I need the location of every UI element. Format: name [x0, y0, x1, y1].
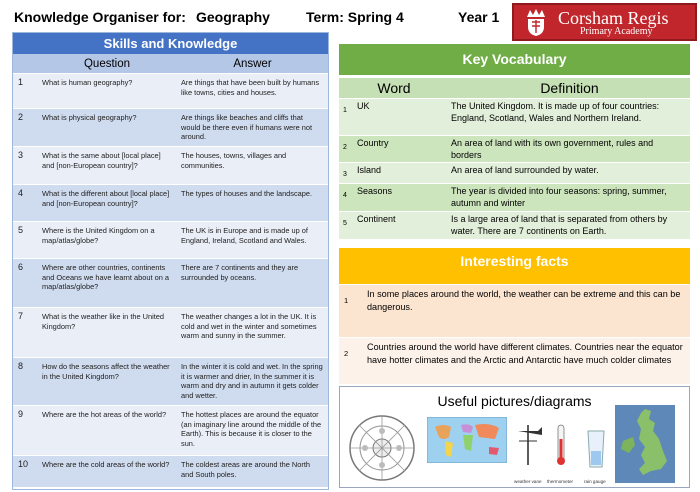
word-cell: Seasons [357, 186, 393, 196]
question-cell: What is the weather like in the United Kingdom? [42, 312, 165, 331]
thermometer-caption: thermometer [547, 479, 574, 484]
answer-cell: Are things that have been built by humans like towns, cities and houses. [181, 78, 320, 97]
facts-title: Interesting facts [339, 248, 690, 284]
num-header [13, 54, 37, 73]
table-row [13, 308, 328, 358]
row-number: 2 [343, 144, 347, 151]
row-number: 4 [18, 188, 24, 198]
question-cell: What is physical geography? [42, 113, 137, 122]
vocab-row [339, 211, 690, 239]
question-cell: Where are the cold areas of the world? [42, 460, 170, 469]
answer-cell: The types of houses and the landscape. [181, 189, 313, 198]
table-row [13, 147, 328, 185]
school-logo [512, 3, 697, 41]
vocab-row [339, 98, 690, 135]
answer-header: Answer [233, 58, 272, 70]
fact-item [339, 338, 690, 384]
seasons-wheel-icon [344, 413, 420, 483]
table-row [13, 406, 328, 456]
row-number: 1 [343, 107, 347, 114]
table-row [13, 456, 328, 488]
uk-map-icon [615, 405, 675, 483]
question-cell: Where are the hot areas of the world? [42, 410, 167, 419]
question-cell: What is the same about [local place] and [non-European country]? [42, 151, 161, 170]
fact-number: 1 [344, 296, 349, 305]
logo-name: Corsham Regis [558, 8, 669, 28]
useful-pictures-panel [339, 386, 690, 488]
row-number: 2 [18, 112, 24, 122]
row-number: 8 [18, 361, 24, 371]
organiser-label: Knowledge Organiser for: [14, 9, 186, 25]
weather-vane-caption: weather vane [514, 479, 542, 484]
fact-text: In some places around the world, the weather can be extreme and this can be dangerous. [367, 289, 681, 312]
subject-title: Geography [196, 9, 270, 25]
question-cell: What is human geography? [42, 78, 133, 87]
weather-instruments-icon [514, 417, 614, 477]
year-label: Year 1 [458, 9, 500, 25]
skills-title: Skills and Knowledge [13, 33, 328, 54]
pictures-title: Useful pictures/diagrams [437, 393, 592, 409]
row-number: 3 [18, 150, 24, 160]
skills-knowledge-table [12, 32, 329, 490]
answer-cell: The UK is in Europe and is made up of England, Ireland, Scotland and Wales. [181, 226, 308, 245]
fact-item [339, 285, 690, 337]
skills-header-row [13, 54, 328, 74]
row-number: 5 [343, 220, 347, 227]
answer-cell: The coldest areas are around the North and South poles. [181, 460, 311, 479]
answer-cell: In the winter it is cold and wet. In the spring it is warmer and drier, In the summer it is warm and dry and in autumn it gets colder and wetter. [181, 362, 323, 400]
vocab-title: Key Vocabulary [339, 44, 690, 75]
answer-cell: The weather changes a lot in the UK. It is cold and wet in the winter and sometimes warm and sunny in the summer. [181, 312, 317, 341]
definition-cell: The year is divided into four seasons: spring, summer, autumn and winter [451, 186, 667, 208]
word-cell: Country [357, 138, 389, 148]
row-number: 9 [18, 409, 24, 419]
table-row [13, 358, 328, 406]
answer-cell: There are 7 continents and they are surrounded by oceans. [181, 263, 299, 282]
table-row [13, 109, 328, 147]
table-row [13, 185, 328, 222]
logo-subtitle: Primary Academy [580, 26, 653, 37]
answer-cell: The houses, towns, villages and communities. [181, 151, 287, 170]
answer-cell: Are things like beaches and cliffs that would be there even if humans were not around. [181, 113, 313, 142]
row-number: 7 [18, 311, 24, 321]
question-cell: How do the seasons affect the weather in the United Kingdom? [42, 362, 170, 381]
question-cell: Where are other countries, continents and Oceans we have learnt about on a map/atlas/globe? [42, 263, 169, 292]
rain-gauge-caption: rain gauge [584, 479, 606, 484]
vocab-table [339, 78, 690, 239]
vocab-header-row [339, 78, 690, 98]
word-header: Word [377, 80, 411, 96]
table-row [13, 259, 328, 308]
row-number: 5 [18, 225, 24, 235]
question-cell: Where is the United Kingdom on a map/atlas/globe? [42, 226, 155, 245]
term-label: Term: Spring 4 [306, 9, 404, 25]
crest-icon [523, 7, 549, 37]
row-number: 4 [343, 192, 347, 199]
world-map-icon [427, 417, 507, 463]
definition-header: Definition [540, 80, 599, 96]
table-row [13, 222, 328, 259]
answer-cell: The hottest places are around the equator (an imaginary line around the middle of the Earth). This is because it is closer to the sun. [181, 410, 322, 448]
word-cell: UK [357, 101, 370, 111]
question-cell: What is the different about [local place] and [non-European country]? [42, 189, 170, 208]
definition-cell: The United Kingdom. It is made up of four countries: England, Scotland, Wales and Northern Ireland. [451, 101, 660, 123]
row-number: 3 [343, 171, 347, 178]
row-number: 1 [18, 77, 24, 87]
page-header [0, 0, 510, 34]
definition-cell: An area of land surrounded by water. [451, 165, 599, 175]
row-number: 10 [18, 459, 29, 469]
vocab-row [339, 162, 690, 183]
vocab-row [339, 183, 690, 211]
vocab-row [339, 135, 690, 162]
definition-cell: An area of land with its own government, rules and borders [451, 138, 654, 160]
fact-number: 2 [344, 349, 349, 358]
word-cell: Island [357, 165, 382, 175]
question-header: Question [83, 58, 131, 70]
row-number: 6 [18, 262, 24, 272]
fact-text: Countries around the world have different climates. Countries near the equator have hotter climates and the Arctic and Antarctic have much colder climates [367, 342, 683, 365]
table-row [13, 74, 328, 109]
definition-cell: Is a large area of land that is separated from others by water. There are 7 continents on Earth. [451, 214, 668, 236]
word-cell: Continent [357, 214, 396, 224]
